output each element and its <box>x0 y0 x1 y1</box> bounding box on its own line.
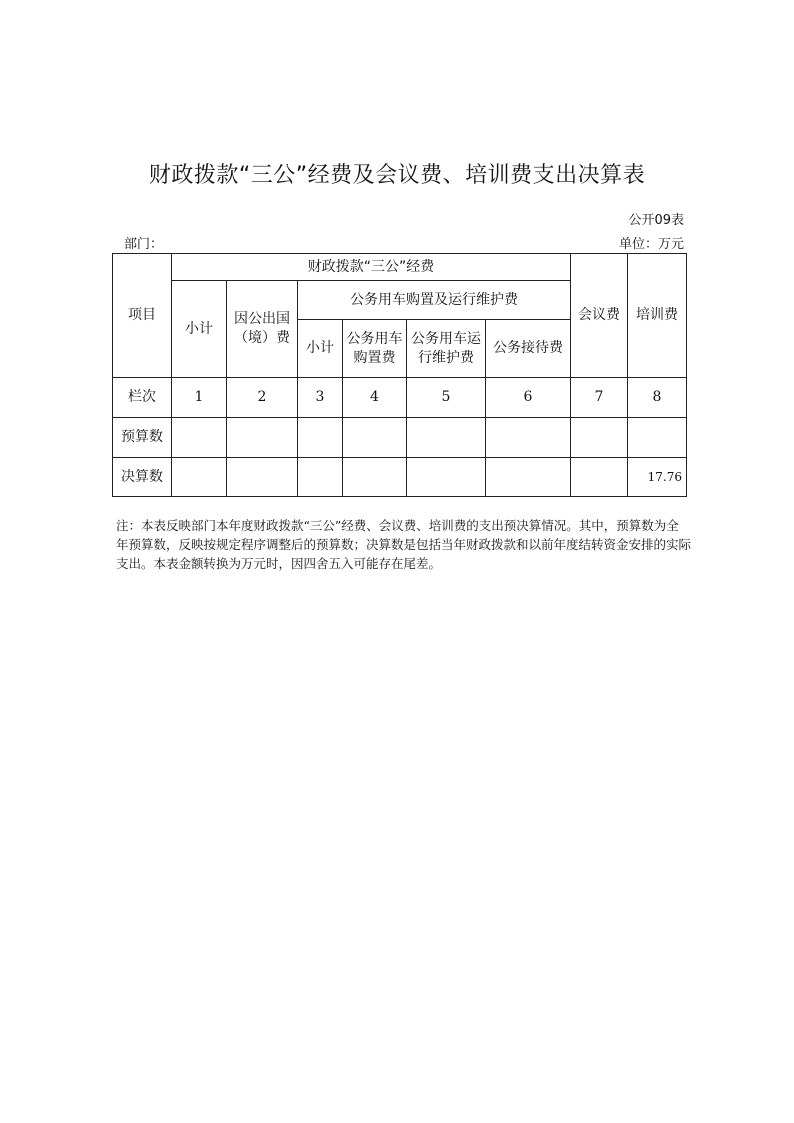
budget-cell-8 <box>628 418 687 458</box>
column-number-7: 7 <box>571 378 628 418</box>
column-number-8: 8 <box>628 378 687 418</box>
header-abroad <box>227 281 298 378</box>
final-cell-4 <box>343 458 407 497</box>
header-vehicle-subtotal: 小计 <box>298 320 343 378</box>
final-cell-6 <box>486 458 571 497</box>
column-number-5: 5 <box>407 378 486 418</box>
budget-cell-3 <box>298 418 343 458</box>
budget-cell-7 <box>571 418 628 458</box>
budget-cell-1 <box>172 418 227 458</box>
budget-row <box>113 418 687 458</box>
header-abroad-text: 因公出国（境）费 <box>234 311 290 346</box>
form-number: 公开09表 <box>628 213 684 228</box>
column-number-3: 3 <box>298 378 343 418</box>
column-number-6: 6 <box>486 378 571 418</box>
final-cell-1 <box>172 458 227 497</box>
final-row <box>113 458 687 497</box>
header-vehicle-group: 公务用车购置及运行维护费 <box>298 281 571 320</box>
footnote: 注：本表反映部门本年度财政拨款“三公”经费、会议费、培训费的支出预决算情况。其中，预算数为全年预算数，反映按规定程序调整后的预算数；决算数是包括当年财政拨款和以前年度结转资金安排的实际支出。本表金额转换为万元时，因四舍五入可能存在尾差。 <box>116 518 692 571</box>
final-cell-2 <box>227 458 298 497</box>
final-label: 决算数 <box>113 458 172 497</box>
budget-cell-5 <box>407 418 486 458</box>
header-vehicle-purchase-text: 公务用车购置费 <box>346 330 403 366</box>
header-vehicle-maintenance-text: 公务用车运行维护费 <box>411 330 481 366</box>
header-reception: 公务接待费 <box>486 320 571 378</box>
header-meeting: 会议费 <box>571 254 628 378</box>
budget-cell-6 <box>486 418 571 458</box>
header-three-public: 财政拨款“三公”经费 <box>172 254 571 281</box>
final-cell-7 <box>571 458 628 497</box>
budget-label: 预算数 <box>113 418 172 458</box>
final-cell-8: 17.76 <box>628 458 687 497</box>
header-training: 培训费 <box>628 254 687 378</box>
header-vehicle-purchase <box>343 320 407 378</box>
header-subtotal: 小计 <box>172 281 227 378</box>
department-label: 部门： <box>124 237 164 252</box>
budget-cell-4 <box>343 418 407 458</box>
unit-label: 单位：万元 <box>618 237 684 252</box>
final-cell-5 <box>407 458 486 497</box>
column-number-2: 2 <box>227 378 298 418</box>
final-cell-3 <box>298 458 343 497</box>
header-item: 项目 <box>113 254 172 378</box>
expenditure-table <box>112 253 687 497</box>
column-number-row <box>113 378 687 418</box>
column-number-4: 4 <box>343 378 407 418</box>
page-title: 财政拨款“三公”经费及会议费、培训费支出决算表 <box>148 163 646 188</box>
header-vehicle-maintenance <box>407 320 486 378</box>
header-row-1 <box>113 254 687 281</box>
column-number-label: 栏次 <box>113 378 172 418</box>
budget-cell-2 <box>227 418 298 458</box>
column-number-1: 1 <box>172 378 227 418</box>
